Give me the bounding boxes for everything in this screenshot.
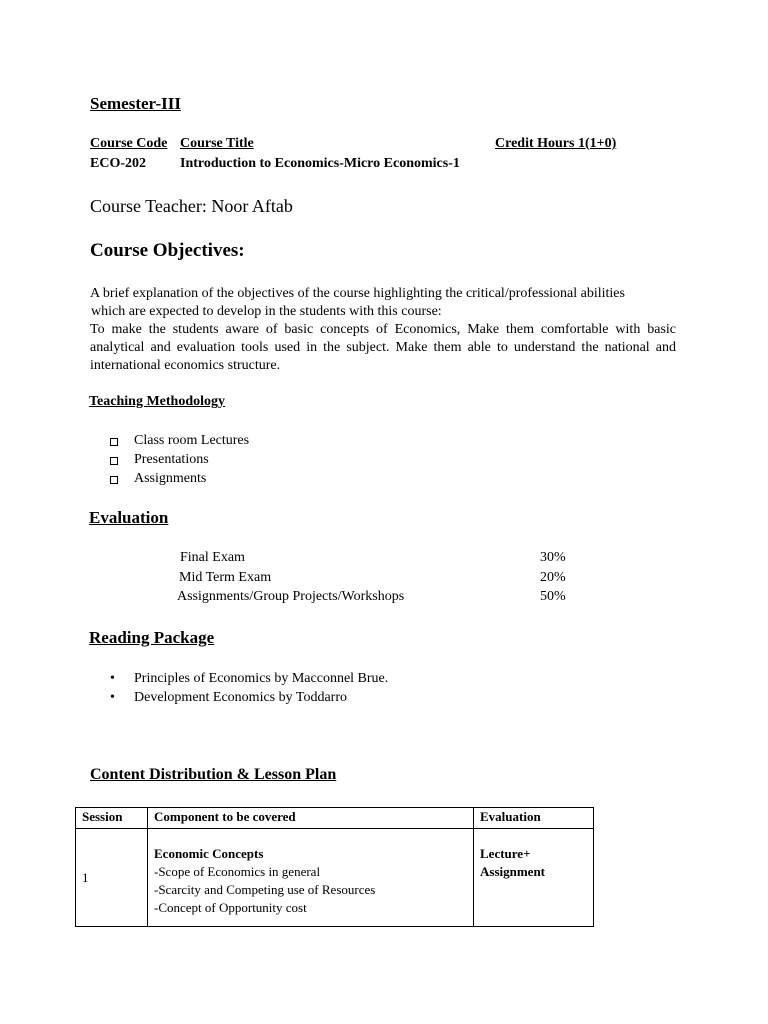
bullet-icon: • (110, 671, 115, 686)
lesson-plan-table (75, 807, 594, 927)
evaluation-item-name: Assignments/Group Projects/Workshops (177, 589, 405, 604)
teaching-methodology-heading: Teaching Methodology (89, 394, 225, 409)
component-point: -Scope of Economics in general (154, 864, 321, 879)
evaluation-item-name: Mid Term Exam (179, 570, 272, 585)
evaluation-cell: Lecture+ Assignment (474, 829, 594, 927)
component-point: -Concept of Opportunity cost (154, 900, 307, 915)
reading-package-list (110, 669, 388, 707)
objectives-line-1: A brief explanation of the objectives of the course highlighting the critical/professional abilities (90, 286, 625, 301)
objectives-heading: Course Objectives: (90, 240, 245, 261)
objectives-paragraph: To make the students aware of basic concepts of Economics, Make them comfortable with basic analytical and evaluation tools used in the subject. Make them able to understand the national and international economics structure. (90, 322, 676, 373)
objectives-line-2: which are expected to develop in the students with this course: (91, 304, 442, 319)
bullet-icon: • (110, 690, 115, 705)
table-header-row (76, 808, 594, 829)
credit-hours-label: Credit Hours 1(1+0) (495, 136, 617, 151)
checkbox-bullet-icon (110, 457, 118, 465)
semester-heading: Semester-III (90, 94, 181, 113)
list-item: Class room Lectures (110, 431, 249, 450)
evaluation-item-name: Final Exam (180, 550, 245, 565)
checkbox-bullet-icon (110, 438, 118, 446)
component-cell (148, 829, 474, 927)
list-item: Presentations (110, 450, 249, 469)
column-header-evaluation: Evaluation (474, 808, 594, 829)
course-teacher: Course Teacher: Noor Aftab (90, 196, 293, 216)
course-title-label: Course Title (180, 136, 254, 151)
course-code-label: Course Code (90, 136, 168, 151)
table-row (76, 829, 594, 927)
objectives-body (90, 285, 676, 375)
content-distribution-heading: Content Distribution & Lesson Plan (90, 766, 337, 783)
evaluation-item-weight: 50% (540, 589, 566, 604)
reading-package-heading: Reading Package (89, 628, 215, 647)
teaching-methodology-list (110, 431, 249, 488)
course-code: ECO-202 (90, 156, 146, 171)
list-item: Assignments (110, 469, 249, 488)
component-point: -Scarcity and Competing use of Resources (154, 882, 376, 897)
component-topic: Economic Concepts (154, 846, 264, 861)
checkbox-bullet-icon (110, 476, 118, 484)
column-header-session: Session (76, 808, 148, 829)
course-title: Introduction to Economics-Micro Economics-1 (180, 156, 460, 171)
evaluation-heading: Evaluation (89, 508, 169, 527)
list-item: • Principles of Economics by Macconnel Brue. (110, 671, 389, 686)
session-number: 1 (76, 829, 148, 927)
column-header-component: Component to be covered (148, 808, 474, 829)
list-item: • Development Economics by Toddarro (110, 690, 347, 705)
evaluation-item-weight: 30% (540, 550, 566, 565)
evaluation-item-weight: 20% (540, 570, 566, 585)
